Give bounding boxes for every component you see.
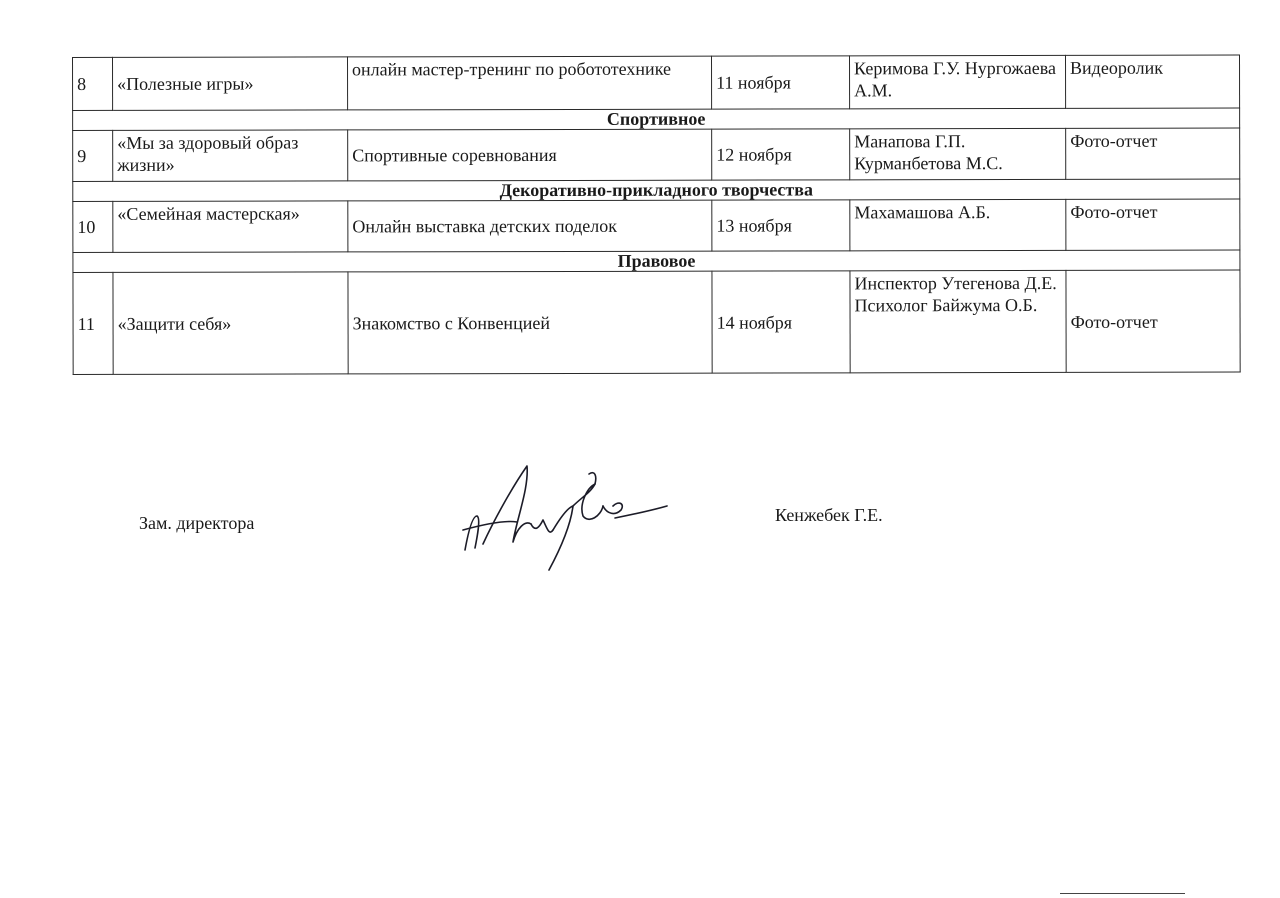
- event-type: Спортивные соревнования: [348, 129, 712, 181]
- event-title: «Семейная мастерская»: [113, 201, 348, 252]
- table-row: [73, 55, 1240, 110]
- event-report: Фото-отчет: [1066, 128, 1240, 179]
- handwritten-signature: [455, 458, 675, 578]
- event-responsible: Инспектор Утегенова Д.Е. Психолог Байжума О.Б.: [850, 270, 1066, 372]
- page-edge-line: [1060, 893, 1185, 894]
- row-number: 8: [73, 57, 113, 110]
- event-title: «Полезные игры»: [113, 57, 348, 110]
- row-number: 11: [73, 272, 113, 374]
- event-date: 14 ноября: [712, 271, 850, 373]
- event-date: 13 ноября: [712, 200, 850, 251]
- row-number: 10: [73, 201, 113, 252]
- signatory-name: Кенжебек Г.Е.: [775, 505, 883, 525]
- event-responsible: Манапова Г.П. Курманбетова М.С.: [850, 128, 1066, 179]
- section-heading: Спортивное: [73, 108, 1240, 130]
- section-heading-row: [73, 250, 1240, 272]
- event-responsible: Махамашова А.Б.: [850, 199, 1066, 250]
- row-number: 9: [73, 130, 113, 181]
- event-type: онлайн мастер-тренинг по робототехнике: [348, 56, 712, 110]
- event-type: Онлайн выставка детских поделок: [348, 200, 712, 252]
- event-title: «Защити себя»: [113, 272, 348, 374]
- section-heading: Декоративно-прикладного творчества: [73, 179, 1240, 201]
- section-heading: Правовое: [73, 250, 1240, 272]
- event-report: Фото-отчет: [1066, 199, 1240, 250]
- event-type: Знакомство с Конвенцией: [348, 271, 712, 374]
- section-heading-row: [73, 179, 1240, 201]
- event-title: «Мы за здоровый образ жизни»: [113, 130, 348, 181]
- events-table: [72, 55, 1241, 375]
- event-report: Видеоролик: [1065, 55, 1239, 108]
- event-date: 12 ноября: [712, 129, 850, 180]
- event-report: Фото-отчет: [1066, 270, 1240, 372]
- section-heading-row: [73, 108, 1240, 130]
- event-responsible: Керимова Г.У. Нургожаева А.М.: [849, 55, 1065, 108]
- table-row: [73, 199, 1240, 252]
- table-row: [73, 128, 1240, 181]
- table-row: [73, 270, 1240, 374]
- signatory-role: Зам. директора: [139, 513, 255, 533]
- event-date: 11 ноября: [711, 56, 849, 109]
